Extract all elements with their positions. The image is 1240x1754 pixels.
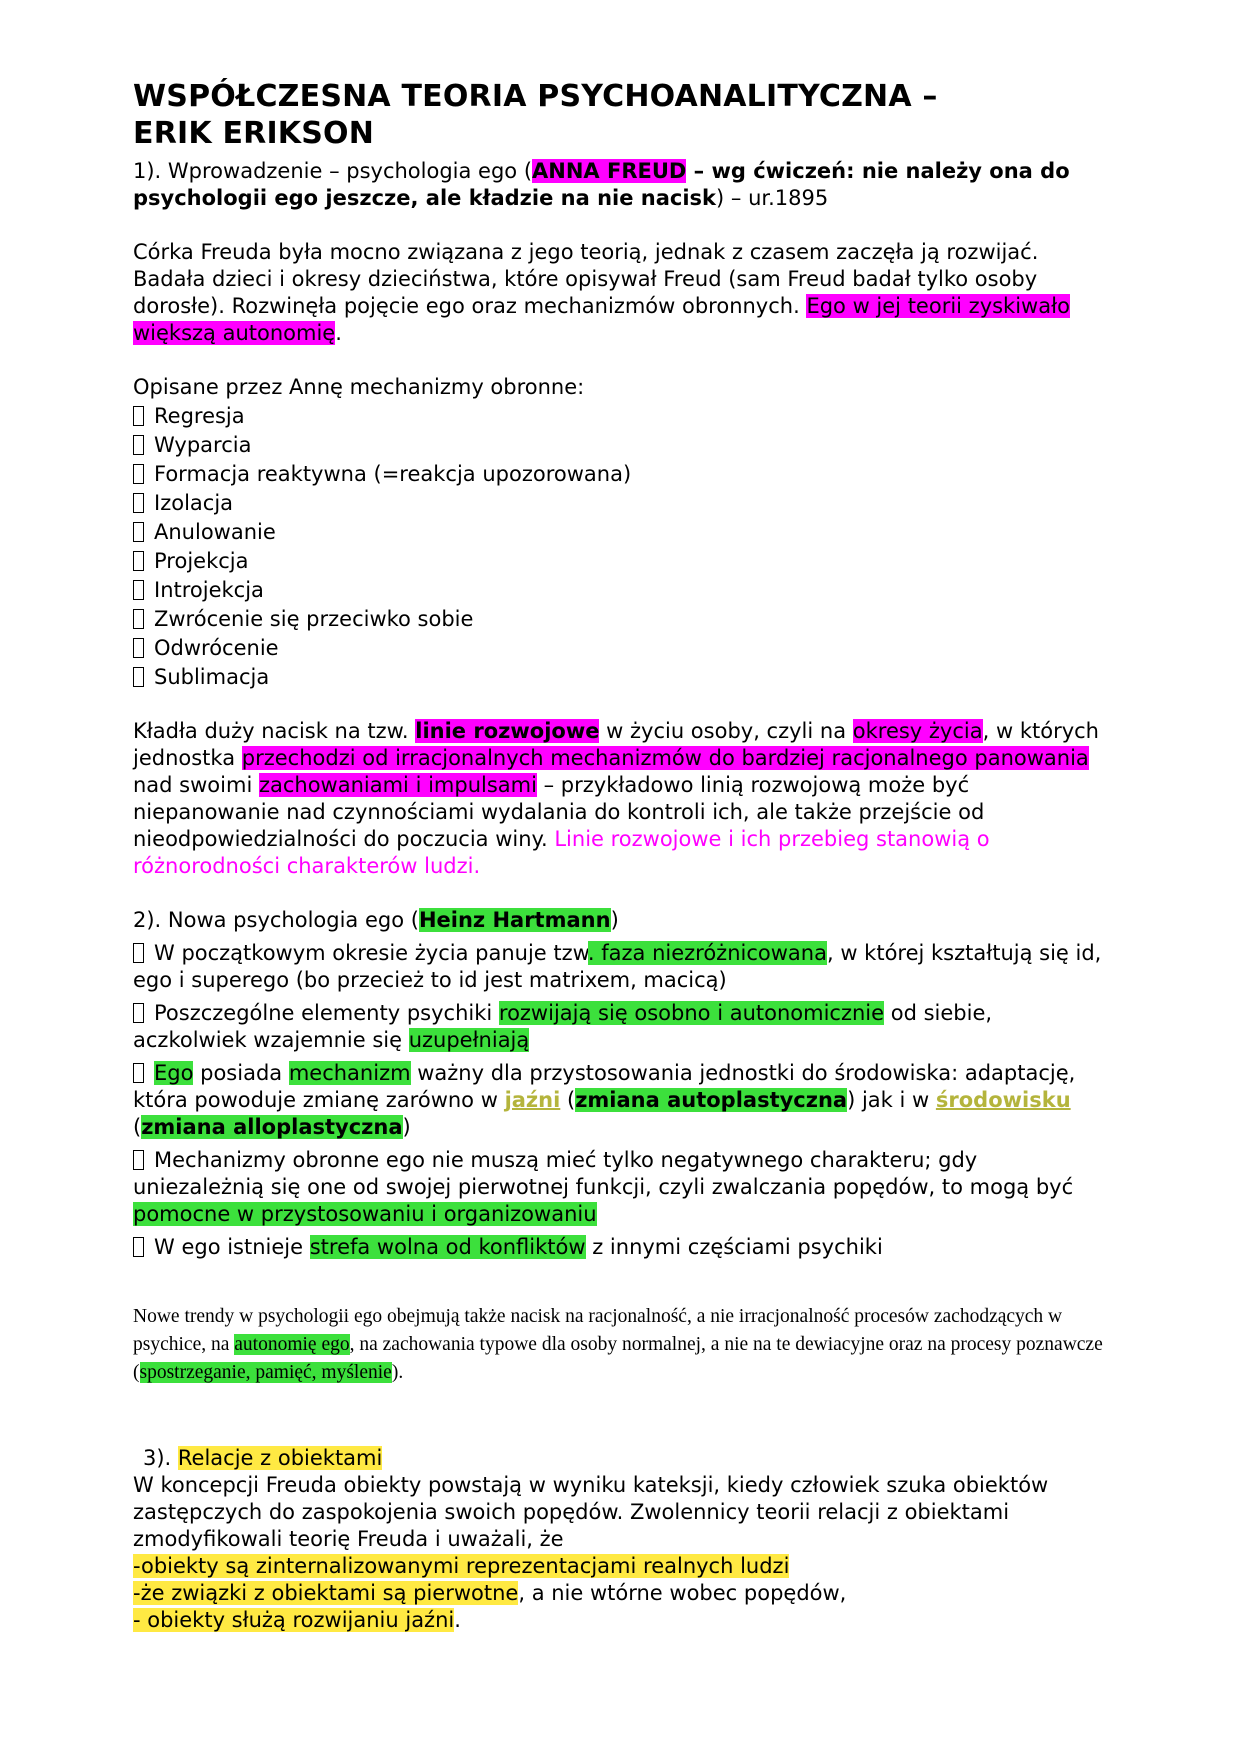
text-run: WSPÓŁCZESNA TEORIA PSYCHOANALITYCZNA –	[133, 79, 938, 114]
missing-glyph-box-icon	[133, 464, 144, 484]
paragraph-anna-freud	[133, 239, 1112, 347]
section-3-heading	[133, 1445, 1112, 1472]
text-run: Regresja	[154, 404, 245, 428]
text-run: Nowe trendy w psychologii ego obejmują także nacisk na racjonalność, a nie irracjonalność procesów zachodzących w psychice, na	[133, 1306, 1063, 1355]
defense-mechanism-item	[133, 606, 1112, 633]
text-run: z innymi częściami psychiki	[585, 1235, 883, 1259]
text-run: - obiekty służą rozwijaniu jaźni	[133, 1608, 455, 1632]
jazni-link[interactable]: jaźni	[504, 1088, 561, 1112]
missing-glyph-box-icon	[133, 638, 144, 658]
missing-glyph-box-icon	[133, 522, 144, 542]
missing-glyph-box-icon	[133, 1063, 144, 1083]
text-run: W koncepcji Freuda obiekty powstają w wyniku kateksji, kiedy człowiek szuka obiektów zastępczych do zaspokojenia swoich popędów. Zwolennicy teorii relacji z obiektami zmodyfikowali teorię Freuda i uważali, że	[133, 1473, 1049, 1551]
missing-glyph-box-icon	[133, 406, 144, 426]
text-run: Opisane przez Annę mechanizmy obronne:	[133, 375, 585, 399]
missing-glyph-box-icon	[133, 493, 144, 513]
text-run: uzupełniają	[408, 1028, 530, 1052]
bullet-item-defense-positive	[133, 1147, 1112, 1228]
defense-mechanism-item	[133, 548, 1112, 575]
missing-glyph-box-icon	[133, 1150, 144, 1170]
defense-mechanism-item	[133, 635, 1112, 662]
text-run: zachowaniami i impulsami	[258, 773, 537, 797]
text-run: autonomię ego	[234, 1334, 350, 1355]
text-run: 1). Wprowadzenie – psychologia ego (	[133, 159, 533, 183]
text-run: )	[402, 1115, 411, 1139]
text-run: nad swoimi	[133, 773, 259, 797]
document-title	[133, 78, 1112, 152]
text-run: – przykładowo linią rozwojową może być niepanowanie nad czynnościami wydalania do kontroli ich, ale także przejście od nieodpowiedzialności do poczucia winy.	[133, 773, 985, 851]
paragraph-developmental-lines	[133, 718, 1112, 880]
text-run: Córka Freuda była mocno związana z jego teorią, jednak z czasem zaczęła ją rozwijać. Badała dzieci i okresy dzieciństwa, które opisywał Freud (sam Freud badał tylko osoby dorosłe). Rozwinęła pojęcie ego oraz mechanizmów obronnych.	[133, 240, 1039, 318]
document-body	[133, 78, 1112, 1634]
text-run: )	[610, 908, 619, 932]
text-run: – wg ćwiczeń: nie należy ona do psychologii ego jeszcze, ale kładzie na nie nacisk	[133, 159, 1070, 210]
text-run: ).	[391, 1362, 404, 1383]
text-run: Projekcja	[154, 549, 249, 573]
text-run: (	[560, 1088, 576, 1112]
text-run: Linie rozwojowe i ich przebieg stanowią o różnorodności charakterów ludzi.	[133, 827, 990, 878]
text-run: W ego istnieje	[154, 1235, 310, 1259]
paragraph-new-trends	[133, 1303, 1112, 1387]
text-run: , w której kształtują się id, ego i superego (bo przecież to id jest matrixem, macicą)	[133, 941, 1102, 992]
text-run: ) – ur.1895	[716, 186, 829, 210]
text-run: Odwrócenie	[154, 636, 279, 660]
text-run: Ego	[154, 1061, 194, 1085]
defense-mechanism-item	[133, 432, 1112, 459]
text-run: .	[335, 321, 342, 345]
bullet-item-ego-mechanism	[133, 1060, 1112, 1141]
text-run: zmiana alloplastyczna	[141, 1115, 403, 1139]
object-relations-point	[133, 1553, 1112, 1580]
missing-glyph-box-icon	[133, 435, 144, 455]
text-run: ważny dla przystosowania jednostki do środowiska: adaptację, która powoduje zmianę zarówno w	[133, 1061, 1076, 1112]
missing-glyph-box-icon	[133, 943, 144, 963]
text-run: posiada	[193, 1061, 289, 1085]
text-run: mechanizm	[288, 1061, 411, 1085]
text-run: Introjekcja	[154, 578, 264, 602]
text-run: (	[133, 1115, 142, 1139]
text-run: -że związki z obiektami są pierwotne	[133, 1581, 519, 1605]
text-run: Izolacja	[154, 491, 234, 515]
missing-glyph-box-icon	[133, 551, 144, 571]
text-run: , na zachowania typowe dla osoby normalnej, a nie na te dewiacyjne oraz na procesy poznawcze (	[133, 1334, 1103, 1383]
text-run: Ego w jej teorii zyskiwało większą autonomię	[133, 294, 1070, 345]
defense-mechanisms-intro	[133, 374, 1112, 401]
text-run: Mechanizmy obronne ego nie muszą mieć tylko negatywnego charakteru; gdy uniezależnią się one od swojej pierwotnej funkcji, czyli zwalczania popędów, to mogą być	[133, 1148, 1074, 1199]
text-run: .	[454, 1608, 461, 1632]
section-2-heading	[133, 907, 1112, 934]
text-run: . faza niezróżnicowana	[587, 941, 827, 965]
text-run: Zwrócenie się przeciwko sobie	[154, 607, 474, 631]
missing-glyph-box-icon	[133, 1003, 144, 1023]
bullet-item-conflict-free-zone	[133, 1234, 1112, 1261]
text-run: strefa wolna od konfliktów	[309, 1235, 586, 1259]
paragraph-object-relations	[133, 1472, 1112, 1553]
missing-glyph-box-icon	[133, 667, 144, 687]
defense-mechanism-item	[133, 664, 1112, 691]
text-run: od siebie, aczkolwiek wzajemnie się	[133, 1001, 993, 1052]
text-run: linie rozwojowe	[415, 719, 600, 743]
text-run: , a nie wtórne wobec popędów,	[518, 1581, 847, 1605]
text-run: W początkowym okresie życia panuje tzw	[154, 941, 588, 965]
text-run: 3).	[143, 1446, 178, 1470]
srodowisku-link[interactable]: środowisku	[935, 1088, 1071, 1112]
defense-mechanism-item	[133, 577, 1112, 604]
defense-mechanism-item	[133, 461, 1112, 488]
text-run: Heinz Hartmann	[418, 908, 611, 932]
text-run: Poszczególne elementy psychiki	[154, 1001, 499, 1025]
text-run: przechodzi od irracjonalnych mechanizmów do bardziej racjonalnego panowania	[241, 746, 1089, 770]
missing-glyph-box-icon	[133, 580, 144, 600]
missing-glyph-box-icon	[133, 1237, 144, 1257]
object-relations-point	[133, 1607, 1112, 1634]
text-run: pomocne w przystosowaniu i organizowaniu	[133, 1202, 597, 1226]
object-relations-point	[133, 1580, 1112, 1607]
text-run: w życiu osoby, czyli na	[599, 719, 853, 743]
bullet-item-autonomous-elements	[133, 1000, 1112, 1054]
text-run: Relacje z obiektami	[177, 1446, 383, 1470]
defense-mechanism-item	[133, 490, 1112, 517]
text-run: zmiana autoplastyczna	[575, 1088, 848, 1112]
defense-mechanism-item	[133, 519, 1112, 546]
missing-glyph-box-icon	[133, 609, 144, 629]
text-run: Formacja reaktywna (=reakcja upozorowana)	[154, 462, 632, 486]
text-run: Wyparcia	[154, 433, 252, 457]
defense-mechanism-item	[133, 403, 1112, 430]
text-run: 2). Nowa psychologia ego (	[133, 908, 419, 932]
text-run: , w których jednostka	[133, 719, 1099, 770]
text-run: okresy życia	[852, 719, 983, 743]
text-run: ANNA FREUD	[532, 159, 687, 183]
text-run: Anulowanie	[154, 520, 276, 544]
text-run: spostrzeganie, pamięć, myślenie	[139, 1362, 392, 1383]
bullet-item-undifferentiated-phase	[133, 940, 1112, 994]
text-run: ERIK ERIKSON	[133, 116, 375, 151]
text-run: -obiekty są zinternalizowanymi reprezentacjami realnych ludzi	[133, 1554, 790, 1578]
intro-line	[133, 158, 1112, 212]
text-run: Kładła duży nacisk na tzw.	[133, 719, 416, 743]
text-run: Sublimacja	[154, 665, 270, 689]
text-run: ) jak i w	[847, 1088, 936, 1112]
text-run: rozwijają się osobno i autonomicznie	[498, 1001, 885, 1025]
